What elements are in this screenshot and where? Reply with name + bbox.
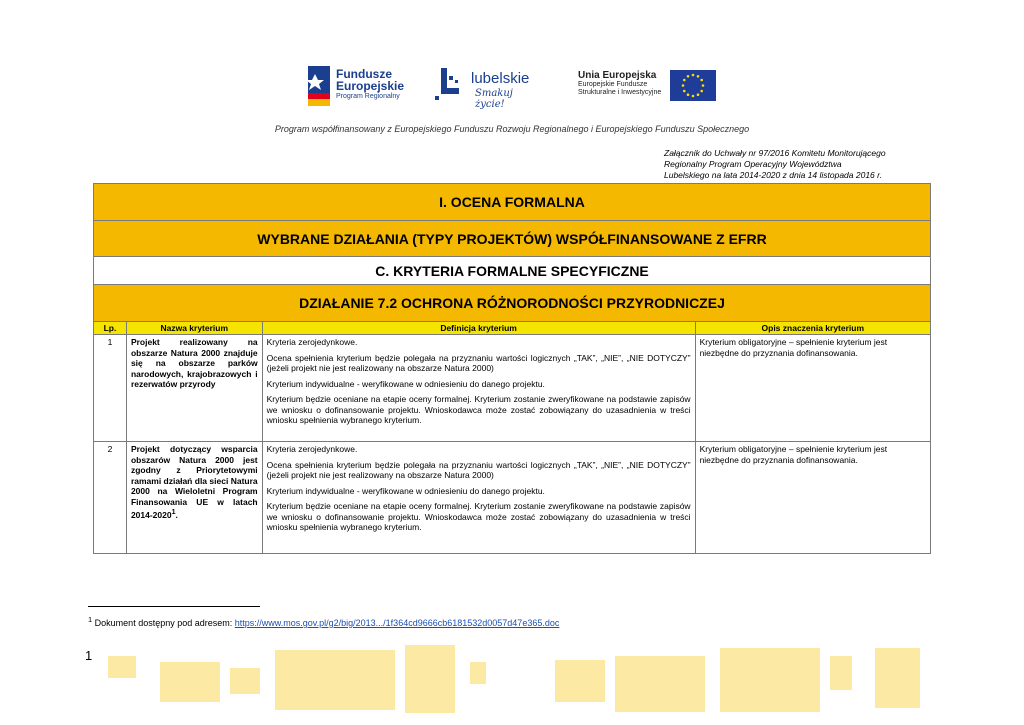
header-description: Opis znaczenia kryterium	[761, 323, 865, 333]
lubelskie-logo	[435, 66, 545, 110]
row-definition	[263, 442, 696, 553]
criteria-table	[93, 183, 931, 554]
criterion-name-text: Projekt dotyczący wsparcia obszarów Natura 2000 jest zgodny z Priorytetowymi ramami działań dla sieci Natura 2000 na Wieloletni Program Finansowania UE w latach 2014-2020	[130, 444, 258, 520]
eu-flag-icon	[670, 70, 716, 101]
ue-title: Unia Europejska	[578, 70, 657, 81]
row-criterion-name: Projekt dotyczący wsparcia obszarów Natura 2000 jest zgodny z Priorytetowymi ramami działań dla sieci Natura 2000 na Wieloletni Program Finansowania UE w latach 2014-2020$^1$.	[127, 442, 263, 553]
footnote-separator	[88, 606, 260, 607]
definition-paragraph: Kryterium będzie oceniane na etapie oceny formalnej. Kryterium zostanie zweryfikowane na podstawie zapisów we wniosku o dofinansowanie projektu. Wnioskodawca może zostać zobowiązany do uzasadnienia w treści wniosku spełnienia wybranego kryterium.	[266, 501, 691, 532]
lubelskie-mark-icon	[435, 66, 465, 102]
footnote-number: 1	[88, 615, 93, 624]
definition-paragraph: Ocena spełnienia kryterium będzie polegała na przyznaniu wartości logicznych „TAK”, „NIE”, „NIE DOTYCZY” (jeżeli projekt nie jest realizowany na obszarze Natura 2000)	[266, 459, 691, 480]
definition-paragraph: Kryterium indywidualne - weryfikowane w odniesieniu do danego projektu.	[266, 485, 545, 496]
band-formal-assessment: I. OCENA FORMALNA	[93, 183, 931, 220]
ue-logo-text	[578, 70, 661, 97]
table-row	[93, 441, 931, 554]
table-header	[93, 321, 931, 334]
annex-line3: Lubelskiego na lata 2014-2020 z dnia 14 listopada 2016 r.	[664, 170, 883, 180]
band-action-7-2: DZIAŁANIE 7.2 OCHRONA RÓŻNORODNOŚCI PRZYRODNICZEJ	[93, 284, 931, 321]
definition-paragraph: Kryterium indywidualne - weryfikowane w odniesieniu do danego projektu.	[266, 378, 545, 389]
annex-line1: Załącznik do Uchwały nr 97/2016 Komitetu Monitorującego	[664, 148, 886, 158]
ue-sub1: Europejskie Fundusze	[578, 81, 648, 88]
footnote	[88, 615, 559, 628]
footnote-ref[interactable]: 1	[171, 508, 176, 516]
header-lp: Lp.	[94, 322, 127, 334]
logo-bar	[300, 62, 730, 110]
definition-paragraph: Kryteria zerojedynkowe.	[266, 337, 358, 347]
row-description: Kryterium obligatoryjne – spełnienie kryterium jest niezbędne do przyznania dofinansowania.	[699, 444, 888, 465]
header-name: Nazwa kryterium	[127, 322, 263, 334]
fundusze-europejskie-logo	[308, 64, 418, 108]
band-selected-actions: WYBRANE DZIAŁANIA (TYPY PROJEKTÓW) WSPÓŁFINANSOWANE Z EFRR	[93, 220, 931, 256]
page-number: 1	[85, 648, 93, 663]
row-criterion-name: Projekt realizowany na obszarze Natura 2000 znajduje się na obszarze parków narodowych, krajobrazowych i rezerwatów przyrody	[127, 335, 263, 441]
fe-logo-text	[336, 68, 404, 101]
header-definition: Definicja kryterium	[263, 322, 696, 334]
lubelskie-slogan: Smakuj życie!	[475, 88, 513, 110]
footnote-text: Dokument dostępny pod adresem:	[92, 618, 235, 628]
program-cofinancing-line: Program współfinansowany z Europejskiego Funduszu Rozwoju Regionalnego i Europejskiego Funduszu Społecznego	[274, 124, 750, 134]
row-description: Kryterium obligatoryjne – spełnienie kryterium jest niezbędne do przyznania dofinansowania.	[699, 337, 888, 358]
row-lp: 1	[94, 335, 127, 441]
annex-note	[664, 148, 934, 181]
definition-paragraph: Kryteria zerojedynkowe.	[266, 444, 358, 454]
fe-line2: Europejskie	[336, 79, 405, 93]
fe-sub: Program Regionalny	[336, 93, 400, 100]
row-lp: 2	[94, 442, 127, 553]
row-definition	[263, 335, 696, 441]
definition-paragraph: Kryterium będzie oceniane na etapie oceny formalnej. Kryterium zostanie zweryfikowane na podstawie zapisów we wniosku o dofinansowanie projektu. Wnioskodawca może zostać zobowiązany do uzasadnienia w treści wniosku spełnienia wybranego kryterium.	[266, 394, 691, 425]
fe-line1: Fundusze	[336, 67, 392, 81]
band-specific-criteria: C. KRYTERIA FORMALNE SPECYFICZNE	[93, 256, 931, 284]
fe-flag-icon	[308, 66, 330, 106]
annex-line2: Regionalny Program Operacyjny Województwa	[664, 159, 842, 169]
lubelskie-name: lubelskie	[471, 70, 530, 87]
footnote-link[interactable]: https://www.mos.gov.pl/g2/big/2013.../1f364cd9666cb6181532d0057d47e365.doc	[234, 618, 560, 628]
table-row	[93, 334, 931, 441]
ue-sub2: Strukturalne i Inwestycyjne	[578, 89, 662, 96]
unia-europejska-logo	[578, 68, 723, 104]
definition-paragraph: Ocena spełnienia kryterium będzie polegała na przyznaniu wartości logicznych „TAK”, „NIE”, „NIE DOTYCZY” (jeżeli projekt nie jest realizowany na obszarze Natura 2000)	[266, 352, 691, 373]
